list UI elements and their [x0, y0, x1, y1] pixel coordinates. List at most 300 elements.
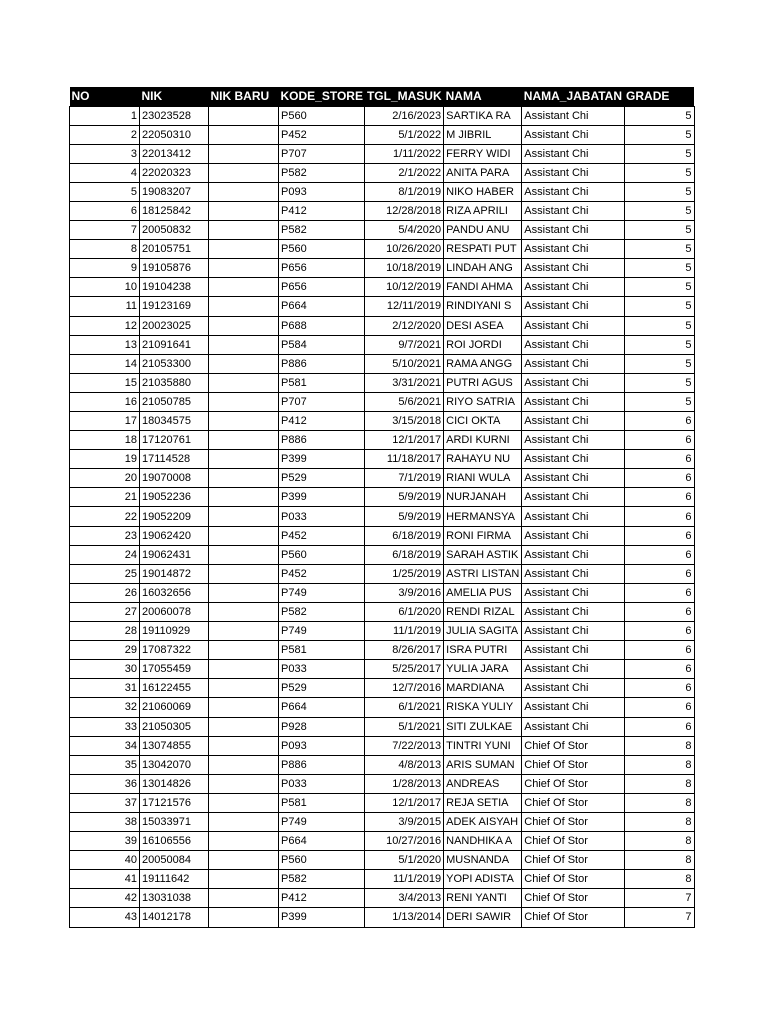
cell-tgl-masuk[interactable]: 5/10/2021: [365, 354, 444, 373]
cell-nama[interactable]: PANDU ANU: [444, 221, 522, 240]
cell-nama-jabatan[interactable]: Assistant Chi: [522, 392, 624, 411]
cell-nik[interactable]: 13031038: [140, 889, 209, 908]
cell-nik[interactable]: 13074855: [140, 736, 209, 755]
cell-nik[interactable]: 16122455: [140, 679, 209, 698]
cell-nik[interactable]: 13014826: [140, 774, 209, 793]
cell-grade[interactable]: 5: [624, 373, 694, 392]
cell-no[interactable]: 7: [70, 221, 140, 240]
cell-kode-store[interactable]: P412: [279, 412, 365, 431]
cell-nik-baru[interactable]: [209, 278, 279, 297]
cell-kode-store[interactable]: P928: [279, 717, 365, 736]
cell-nama[interactable]: FANDI AHMA: [444, 278, 522, 297]
cell-nik-baru[interactable]: [209, 450, 279, 469]
cell-grade[interactable]: 6: [624, 431, 694, 450]
cell-nama[interactable]: YULIA JARA: [444, 660, 522, 679]
cell-tgl-masuk[interactable]: 11/1/2019: [365, 870, 444, 889]
cell-tgl-masuk[interactable]: 6/18/2019: [365, 526, 444, 545]
cell-no[interactable]: 3: [70, 144, 140, 163]
cell-no[interactable]: 13: [70, 335, 140, 354]
cell-nik[interactable]: 17121576: [140, 793, 209, 812]
cell-nik-baru[interactable]: [209, 259, 279, 278]
cell-grade[interactable]: 8: [624, 793, 694, 812]
cell-nik[interactable]: 19123169: [140, 297, 209, 316]
cell-no[interactable]: 34: [70, 736, 140, 755]
cell-nama[interactable]: MARDIANA: [444, 679, 522, 698]
cell-nik-baru[interactable]: [209, 469, 279, 488]
cell-nik-baru[interactable]: [209, 717, 279, 736]
cell-no[interactable]: 31: [70, 679, 140, 698]
cell-nama[interactable]: RENI YANTI: [444, 889, 522, 908]
cell-tgl-masuk[interactable]: 2/1/2022: [365, 163, 444, 182]
cell-nama[interactable]: RIANI WULA: [444, 469, 522, 488]
cell-tgl-masuk[interactable]: 2/12/2020: [365, 316, 444, 335]
cell-nik-baru[interactable]: [209, 622, 279, 641]
cell-nama[interactable]: ASTRI LISTAN: [444, 564, 522, 583]
cell-no[interactable]: 43: [70, 908, 140, 927]
cell-grade[interactable]: 6: [624, 641, 694, 660]
cell-nama-jabatan[interactable]: Chief Of Stor: [522, 774, 624, 793]
cell-tgl-masuk[interactable]: 5/1/2020: [365, 851, 444, 870]
cell-grade[interactable]: 5: [624, 335, 694, 354]
cell-kode-store[interactable]: P581: [279, 373, 365, 392]
cell-grade[interactable]: 6: [624, 698, 694, 717]
cell-no[interactable]: 14: [70, 354, 140, 373]
cell-kode-store[interactable]: P560: [279, 851, 365, 870]
cell-kode-store[interactable]: P033: [279, 507, 365, 526]
cell-grade[interactable]: 8: [624, 851, 694, 870]
cell-nik-baru[interactable]: [209, 564, 279, 583]
cell-tgl-masuk[interactable]: 12/11/2019: [365, 297, 444, 316]
cell-grade[interactable]: 5: [624, 316, 694, 335]
cell-nama-jabatan[interactable]: Assistant Chi: [522, 316, 624, 335]
cell-nik[interactable]: 17087322: [140, 641, 209, 660]
cell-kode-store[interactable]: P093: [279, 736, 365, 755]
cell-nik[interactable]: 21050305: [140, 717, 209, 736]
cell-nama-jabatan[interactable]: Assistant Chi: [522, 412, 624, 431]
cell-nama-jabatan[interactable]: Assistant Chi: [522, 507, 624, 526]
cell-nama[interactable]: RIZA APRILI: [444, 201, 522, 220]
cell-nama[interactable]: RIYO SATRIA: [444, 392, 522, 411]
cell-nama-jabatan[interactable]: Chief Of Stor: [522, 793, 624, 812]
cell-kode-store[interactable]: P749: [279, 622, 365, 641]
cell-tgl-masuk[interactable]: 11/1/2019: [365, 622, 444, 641]
cell-nik-baru[interactable]: [209, 774, 279, 793]
cell-kode-store[interactable]: P452: [279, 564, 365, 583]
cell-nik[interactable]: 20050832: [140, 221, 209, 240]
cell-kode-store[interactable]: P664: [279, 832, 365, 851]
cell-tgl-masuk[interactable]: 1/13/2014: [365, 908, 444, 927]
cell-tgl-masuk[interactable]: 5/9/2019: [365, 507, 444, 526]
cell-tgl-masuk[interactable]: 5/6/2021: [365, 392, 444, 411]
cell-nik[interactable]: 13042070: [140, 755, 209, 774]
cell-nik-baru[interactable]: [209, 698, 279, 717]
cell-tgl-masuk[interactable]: 12/28/2018: [365, 201, 444, 220]
cell-grade[interactable]: 8: [624, 755, 694, 774]
cell-grade[interactable]: 5: [624, 259, 694, 278]
cell-grade[interactable]: 6: [624, 507, 694, 526]
cell-nik-baru[interactable]: [209, 125, 279, 144]
cell-nik[interactable]: 23023528: [140, 106, 209, 125]
cell-nama[interactable]: AMELIA PUS: [444, 583, 522, 602]
cell-grade[interactable]: 6: [624, 545, 694, 564]
cell-no[interactable]: 25: [70, 564, 140, 583]
cell-nama[interactable]: ROI JORDI: [444, 335, 522, 354]
cell-nama-jabatan[interactable]: Assistant Chi: [522, 450, 624, 469]
cell-tgl-masuk[interactable]: 3/31/2021: [365, 373, 444, 392]
cell-kode-store[interactable]: P749: [279, 583, 365, 602]
cell-nama-jabatan[interactable]: Assistant Chi: [522, 201, 624, 220]
cell-no[interactable]: 27: [70, 602, 140, 621]
cell-kode-store[interactable]: P452: [279, 526, 365, 545]
cell-no[interactable]: 38: [70, 812, 140, 831]
cell-kode-store[interactable]: P584: [279, 335, 365, 354]
cell-nik-baru[interactable]: [209, 832, 279, 851]
cell-tgl-masuk[interactable]: 5/1/2021: [365, 717, 444, 736]
cell-nik-baru[interactable]: [209, 335, 279, 354]
cell-kode-store[interactable]: P399: [279, 488, 365, 507]
cell-nik[interactable]: 22013412: [140, 144, 209, 163]
cell-no[interactable]: 20: [70, 469, 140, 488]
cell-nik[interactable]: 15033971: [140, 812, 209, 831]
cell-nik[interactable]: 19052236: [140, 488, 209, 507]
cell-tgl-masuk[interactable]: 6/1/2021: [365, 698, 444, 717]
cell-no[interactable]: 16: [70, 392, 140, 411]
cell-tgl-masuk[interactable]: 6/1/2020: [365, 602, 444, 621]
cell-no[interactable]: 19: [70, 450, 140, 469]
cell-nama[interactable]: CICI OKTA: [444, 412, 522, 431]
cell-nama[interactable]: DERI SAWIR: [444, 908, 522, 927]
cell-tgl-masuk[interactable]: 10/12/2019: [365, 278, 444, 297]
cell-nik-baru[interactable]: [209, 316, 279, 335]
cell-nik[interactable]: 22050310: [140, 125, 209, 144]
cell-nama[interactable]: ADEK AISYAH: [444, 812, 522, 831]
cell-grade[interactable]: 8: [624, 832, 694, 851]
cell-grade[interactable]: 6: [624, 717, 694, 736]
cell-tgl-masuk[interactable]: 11/18/2017: [365, 450, 444, 469]
cell-nama-jabatan[interactable]: Assistant Chi: [522, 335, 624, 354]
cell-grade[interactable]: 6: [624, 583, 694, 602]
cell-nama-jabatan[interactable]: Chief Of Stor: [522, 870, 624, 889]
cell-nama-jabatan[interactable]: Chief Of Stor: [522, 736, 624, 755]
cell-no[interactable]: 41: [70, 870, 140, 889]
cell-nik-baru[interactable]: [209, 679, 279, 698]
cell-no[interactable]: 35: [70, 755, 140, 774]
cell-nama-jabatan[interactable]: Assistant Chi: [522, 125, 624, 144]
cell-nik-baru[interactable]: [209, 106, 279, 125]
cell-nama-jabatan[interactable]: Assistant Chi: [522, 163, 624, 182]
cell-nama[interactable]: RAHAYU NU: [444, 450, 522, 469]
cell-nama-jabatan[interactable]: Chief Of Stor: [522, 908, 624, 927]
cell-nik-baru[interactable]: [209, 392, 279, 411]
cell-tgl-masuk[interactable]: 6/18/2019: [365, 545, 444, 564]
cell-tgl-masuk[interactable]: 5/9/2019: [365, 488, 444, 507]
cell-grade[interactable]: 7: [624, 908, 694, 927]
cell-grade[interactable]: 8: [624, 736, 694, 755]
cell-nik-baru[interactable]: [209, 144, 279, 163]
cell-no[interactable]: 42: [70, 889, 140, 908]
cell-tgl-masuk[interactable]: 4/8/2013: [365, 755, 444, 774]
cell-kode-store[interactable]: P582: [279, 602, 365, 621]
cell-nama[interactable]: RONI FIRMA: [444, 526, 522, 545]
cell-no[interactable]: 12: [70, 316, 140, 335]
cell-grade[interactable]: 5: [624, 240, 694, 259]
cell-nama-jabatan[interactable]: Chief Of Stor: [522, 832, 624, 851]
cell-nama-jabatan[interactable]: Chief Of Stor: [522, 755, 624, 774]
cell-nik[interactable]: 18125842: [140, 201, 209, 220]
cell-tgl-masuk[interactable]: 7/22/2013: [365, 736, 444, 755]
cell-nama-jabatan[interactable]: Assistant Chi: [522, 679, 624, 698]
cell-nik[interactable]: 20060078: [140, 602, 209, 621]
cell-nama-jabatan[interactable]: Chief Of Stor: [522, 812, 624, 831]
cell-tgl-masuk[interactable]: 3/9/2015: [365, 812, 444, 831]
cell-tgl-masuk[interactable]: 8/1/2019: [365, 182, 444, 201]
cell-nama-jabatan[interactable]: Assistant Chi: [522, 698, 624, 717]
cell-nama-jabatan[interactable]: Assistant Chi: [522, 469, 624, 488]
cell-nama[interactable]: RISKA YULIY: [444, 698, 522, 717]
cell-nama-jabatan[interactable]: Assistant Chi: [522, 488, 624, 507]
cell-grade[interactable]: 5: [624, 163, 694, 182]
cell-no[interactable]: 2: [70, 125, 140, 144]
cell-tgl-masuk[interactable]: 1/25/2019: [365, 564, 444, 583]
cell-nik-baru[interactable]: [209, 641, 279, 660]
cell-tgl-masuk[interactable]: 10/26/2020: [365, 240, 444, 259]
cell-grade[interactable]: 6: [624, 488, 694, 507]
cell-grade[interactable]: 6: [624, 564, 694, 583]
cell-nama[interactable]: RESPATI PUT: [444, 240, 522, 259]
cell-no[interactable]: 10: [70, 278, 140, 297]
cell-nik-baru[interactable]: [209, 889, 279, 908]
cell-nama[interactable]: NANDHIKA A: [444, 832, 522, 851]
cell-kode-store[interactable]: P399: [279, 908, 365, 927]
cell-no[interactable]: 39: [70, 832, 140, 851]
cell-nik[interactable]: 19083207: [140, 182, 209, 201]
cell-nik[interactable]: 18034575: [140, 412, 209, 431]
cell-no[interactable]: 5: [70, 182, 140, 201]
cell-nama-jabatan[interactable]: Assistant Chi: [522, 602, 624, 621]
cell-nik-baru[interactable]: [209, 488, 279, 507]
cell-grade[interactable]: 5: [624, 354, 694, 373]
cell-nama[interactable]: SARAH ASTIK: [444, 545, 522, 564]
cell-nama[interactable]: RAMA ANGG: [444, 354, 522, 373]
cell-nama[interactable]: ANITA PARA: [444, 163, 522, 182]
cell-no[interactable]: 15: [70, 373, 140, 392]
cell-grade[interactable]: 6: [624, 660, 694, 679]
cell-nama-jabatan[interactable]: Assistant Chi: [522, 278, 624, 297]
cell-nik[interactable]: 21053300: [140, 354, 209, 373]
cell-nama-jabatan[interactable]: Assistant Chi: [522, 144, 624, 163]
cell-kode-store[interactable]: P886: [279, 755, 365, 774]
cell-nik-baru[interactable]: [209, 583, 279, 602]
cell-nama[interactable]: YOPI ADISTA: [444, 870, 522, 889]
cell-nik[interactable]: 17055459: [140, 660, 209, 679]
cell-nik-baru[interactable]: [209, 545, 279, 564]
cell-nama[interactable]: MUSNANDA: [444, 851, 522, 870]
cell-kode-store[interactable]: P886: [279, 431, 365, 450]
cell-kode-store[interactable]: P656: [279, 259, 365, 278]
cell-nik-baru[interactable]: [209, 736, 279, 755]
cell-grade[interactable]: 5: [624, 392, 694, 411]
cell-nama[interactable]: SITI ZULKAE: [444, 717, 522, 736]
cell-nik[interactable]: 19014872: [140, 564, 209, 583]
cell-tgl-masuk[interactable]: 1/11/2022: [365, 144, 444, 163]
cell-kode-store[interactable]: P560: [279, 106, 365, 125]
cell-nik-baru[interactable]: [209, 297, 279, 316]
cell-no[interactable]: 6: [70, 201, 140, 220]
cell-kode-store[interactable]: P412: [279, 201, 365, 220]
cell-tgl-masuk[interactable]: 12/1/2017: [365, 431, 444, 450]
cell-nama[interactable]: LINDAH ANG: [444, 259, 522, 278]
cell-nik-baru[interactable]: [209, 182, 279, 201]
cell-tgl-masuk[interactable]: 8/26/2017: [365, 641, 444, 660]
cell-nama-jabatan[interactable]: Assistant Chi: [522, 354, 624, 373]
cell-nik[interactable]: 20050084: [140, 851, 209, 870]
cell-grade[interactable]: 5: [624, 144, 694, 163]
cell-nik-baru[interactable]: [209, 373, 279, 392]
cell-nik[interactable]: 21091641: [140, 335, 209, 354]
cell-nama-jabatan[interactable]: Assistant Chi: [522, 526, 624, 545]
cell-no[interactable]: 24: [70, 545, 140, 564]
cell-nama-jabatan[interactable]: Assistant Chi: [522, 545, 624, 564]
cell-kode-store[interactable]: P582: [279, 870, 365, 889]
cell-kode-store[interactable]: P707: [279, 144, 365, 163]
cell-nama-jabatan[interactable]: Assistant Chi: [522, 717, 624, 736]
cell-nama-jabatan[interactable]: Assistant Chi: [522, 622, 624, 641]
cell-nik[interactable]: 19111642: [140, 870, 209, 889]
cell-nik[interactable]: 16032656: [140, 583, 209, 602]
cell-no[interactable]: 1: [70, 106, 140, 125]
cell-grade[interactable]: 7: [624, 889, 694, 908]
cell-nik[interactable]: 19070008: [140, 469, 209, 488]
cell-grade[interactable]: 6: [624, 679, 694, 698]
cell-kode-store[interactable]: P664: [279, 297, 365, 316]
cell-kode-store[interactable]: P749: [279, 812, 365, 831]
cell-nik-baru[interactable]: [209, 201, 279, 220]
cell-no[interactable]: 17: [70, 412, 140, 431]
cell-kode-store[interactable]: P581: [279, 641, 365, 660]
cell-nik[interactable]: 16106556: [140, 832, 209, 851]
cell-kode-store[interactable]: P656: [279, 278, 365, 297]
cell-tgl-masuk[interactable]: 12/1/2017: [365, 793, 444, 812]
cell-no[interactable]: 32: [70, 698, 140, 717]
cell-tgl-masuk[interactable]: 10/18/2019: [365, 259, 444, 278]
cell-kode-store[interactable]: P452: [279, 125, 365, 144]
cell-no[interactable]: 29: [70, 641, 140, 660]
cell-nama[interactable]: PUTRI AGUS: [444, 373, 522, 392]
cell-tgl-masuk[interactable]: 5/4/2020: [365, 221, 444, 240]
cell-kode-store[interactable]: P664: [279, 698, 365, 717]
cell-nik[interactable]: 21035880: [140, 373, 209, 392]
cell-nama[interactable]: RENDI RIZAL: [444, 602, 522, 621]
cell-tgl-masuk[interactable]: 5/1/2022: [365, 125, 444, 144]
cell-kode-store[interactable]: P529: [279, 469, 365, 488]
cell-no[interactable]: 4: [70, 163, 140, 182]
cell-nama-jabatan[interactable]: Assistant Chi: [522, 259, 624, 278]
cell-kode-store[interactable]: P581: [279, 793, 365, 812]
cell-nama[interactable]: ARIS SUMAN: [444, 755, 522, 774]
cell-kode-store[interactable]: P033: [279, 660, 365, 679]
cell-nik-baru[interactable]: [209, 851, 279, 870]
cell-nama[interactable]: M JIBRIL: [444, 125, 522, 144]
cell-no[interactable]: 40: [70, 851, 140, 870]
cell-nik-baru[interactable]: [209, 870, 279, 889]
cell-nama[interactable]: NURJANAH: [444, 488, 522, 507]
cell-nama[interactable]: RINDIYANI S: [444, 297, 522, 316]
cell-nama[interactable]: ANDREAS: [444, 774, 522, 793]
cell-nik-baru[interactable]: [209, 660, 279, 679]
cell-nik-baru[interactable]: [209, 793, 279, 812]
cell-no[interactable]: 18: [70, 431, 140, 450]
cell-nik-baru[interactable]: [209, 240, 279, 259]
cell-grade[interactable]: 6: [624, 450, 694, 469]
cell-kode-store[interactable]: P093: [279, 182, 365, 201]
cell-nik-baru[interactable]: [209, 526, 279, 545]
cell-kode-store[interactable]: P688: [279, 316, 365, 335]
cell-nik-baru[interactable]: [209, 507, 279, 526]
cell-nama-jabatan[interactable]: Assistant Chi: [522, 583, 624, 602]
cell-nama[interactable]: DESI ASEA: [444, 316, 522, 335]
cell-kode-store[interactable]: P399: [279, 450, 365, 469]
cell-nama[interactable]: FERRY WIDI: [444, 144, 522, 163]
cell-nik[interactable]: 19062420: [140, 526, 209, 545]
cell-nama-jabatan[interactable]: Assistant Chi: [522, 641, 624, 660]
cell-nama[interactable]: SARTIKA RA: [444, 106, 522, 125]
cell-kode-store[interactable]: P560: [279, 240, 365, 259]
cell-grade[interactable]: 5: [624, 278, 694, 297]
cell-nama-jabatan[interactable]: Assistant Chi: [522, 431, 624, 450]
cell-nik[interactable]: 17120761: [140, 431, 209, 450]
cell-grade[interactable]: 6: [624, 469, 694, 488]
cell-grade[interactable]: 5: [624, 182, 694, 201]
cell-nama-jabatan[interactable]: Assistant Chi: [522, 564, 624, 583]
cell-tgl-masuk[interactable]: 3/15/2018: [365, 412, 444, 431]
cell-nik[interactable]: 19105876: [140, 259, 209, 278]
cell-nama-jabatan[interactable]: Assistant Chi: [522, 297, 624, 316]
cell-nama-jabatan[interactable]: Assistant Chi: [522, 660, 624, 679]
cell-tgl-masuk[interactable]: 10/27/2016: [365, 832, 444, 851]
cell-grade[interactable]: 8: [624, 774, 694, 793]
cell-grade[interactable]: 6: [624, 602, 694, 621]
cell-no[interactable]: 9: [70, 259, 140, 278]
cell-no[interactable]: 36: [70, 774, 140, 793]
cell-nama-jabatan[interactable]: Assistant Chi: [522, 221, 624, 240]
cell-nik-baru[interactable]: [209, 602, 279, 621]
cell-nama[interactable]: JULIA SAGITA: [444, 622, 522, 641]
cell-nama-jabatan[interactable]: Chief Of Stor: [522, 889, 624, 908]
cell-no[interactable]: 8: [70, 240, 140, 259]
cell-grade[interactable]: 5: [624, 221, 694, 240]
cell-nik[interactable]: 14012178: [140, 908, 209, 927]
cell-kode-store[interactable]: P707: [279, 392, 365, 411]
cell-nik-baru[interactable]: [209, 755, 279, 774]
cell-tgl-masuk[interactable]: 1/28/2013: [365, 774, 444, 793]
cell-grade[interactable]: 8: [624, 870, 694, 889]
cell-grade[interactable]: 8: [624, 812, 694, 831]
cell-nik[interactable]: 20105751: [140, 240, 209, 259]
cell-kode-store[interactable]: P560: [279, 545, 365, 564]
cell-nama-jabatan[interactable]: Assistant Chi: [522, 106, 624, 125]
cell-nik-baru[interactable]: [209, 908, 279, 927]
cell-grade[interactable]: 6: [624, 622, 694, 641]
cell-nama-jabatan[interactable]: Assistant Chi: [522, 182, 624, 201]
cell-grade[interactable]: 6: [624, 412, 694, 431]
cell-nik[interactable]: 21060069: [140, 698, 209, 717]
cell-kode-store[interactable]: P582: [279, 221, 365, 240]
cell-nik-baru[interactable]: [209, 163, 279, 182]
cell-grade[interactable]: 6: [624, 526, 694, 545]
cell-nik[interactable]: 20023025: [140, 316, 209, 335]
cell-tgl-masuk[interactable]: 2/16/2023: [365, 106, 444, 125]
cell-nama[interactable]: TINTRI YUNI: [444, 736, 522, 755]
